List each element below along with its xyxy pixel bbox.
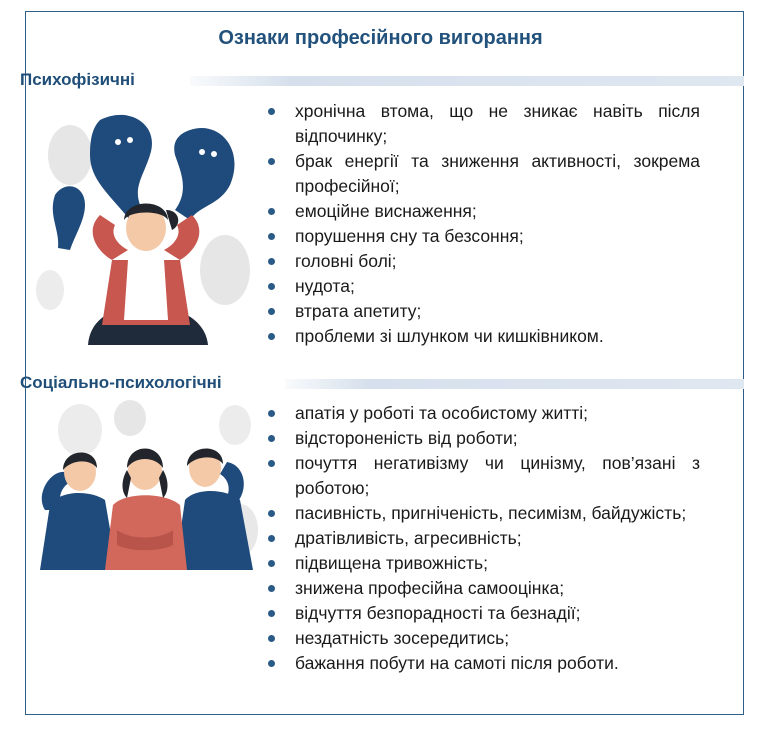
page-title: Ознаки професійного вигорання	[218, 27, 543, 49]
list-item: почуття негативізму чи цинізму, пов’язані з роботою;	[265, 451, 700, 501]
list-item: емоційне виснаження;	[265, 199, 700, 224]
list-item: відчуття безпорадності та безнадії;	[265, 601, 700, 626]
burnout-person-illustration	[30, 110, 260, 360]
section-heading-socio-psychological: Соціально-психологічні	[20, 373, 222, 392]
list-item: проблеми зі шлунком чи кишківником.	[265, 324, 700, 349]
psychophysical-list	[265, 99, 700, 349]
socio-psychological-list	[265, 401, 700, 676]
list-item: хронічна втома, що не зникає навіть після відпочинку;	[265, 99, 700, 149]
list-item: апатія у роботі та особистому житті;	[265, 401, 700, 426]
section-divider-1	[190, 76, 744, 86]
list-item: головні болі;	[265, 249, 700, 274]
section-heading-psychophysical: Психофізичні	[20, 70, 135, 89]
list-item: знижена професійна самооцінка;	[265, 576, 700, 601]
list-item: бажання побути на самоті після роботи.	[265, 651, 700, 676]
section-divider-2	[285, 379, 744, 389]
list-item: брак енергії та зниження активності, зокрема професійної;	[265, 149, 700, 199]
stressed-people-illustration	[35, 400, 260, 575]
list-item: нудота;	[265, 274, 700, 299]
list-item: нездатність зосередитись;	[265, 626, 700, 651]
list-item: втрата апетиту;	[265, 299, 700, 324]
list-item: порушення сну та безсоння;	[265, 224, 700, 249]
list-item: дратівливість, агресивність;	[265, 526, 700, 551]
list-item: відстороненість від роботи;	[265, 426, 700, 451]
list-item: підвищена тривожність;	[265, 551, 700, 576]
list-item: пасивність, пригніченість, песимізм, байдужість;	[265, 501, 700, 526]
